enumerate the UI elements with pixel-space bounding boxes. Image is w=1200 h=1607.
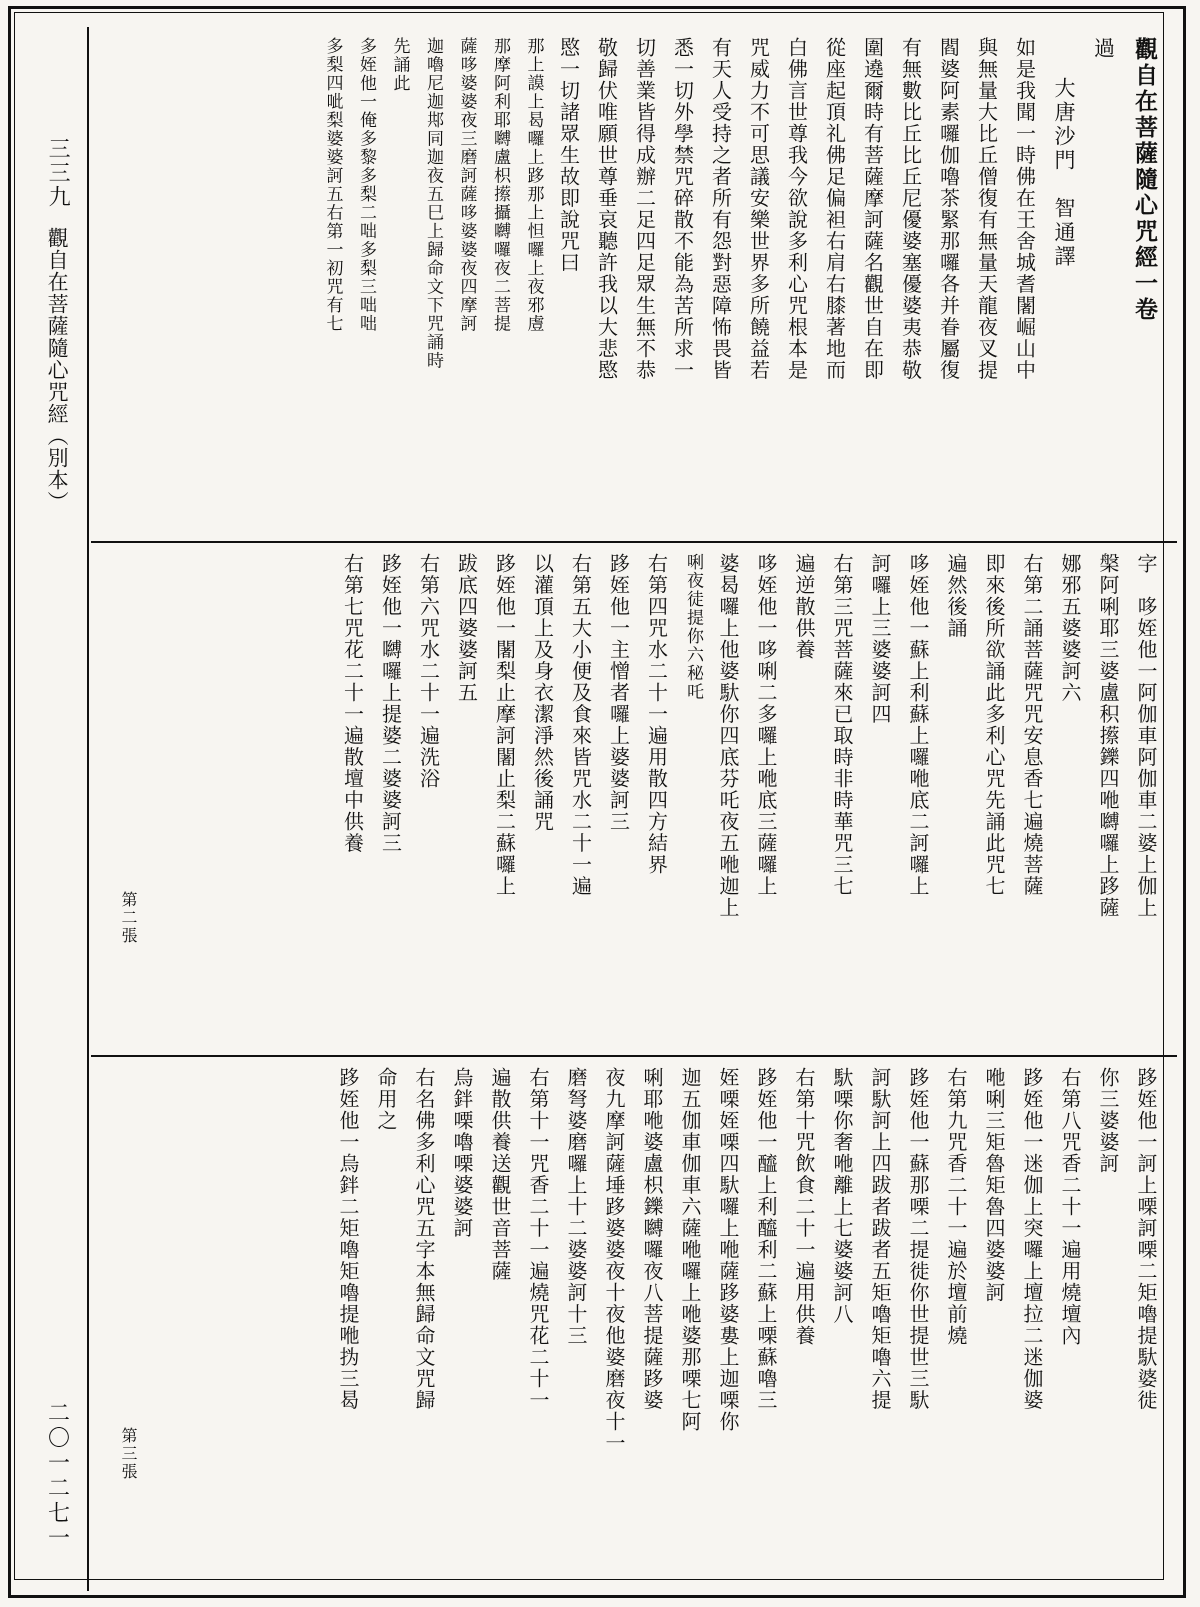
- spine-document-title: 觀自在菩薩隨心咒經（別本）: [45, 227, 70, 513]
- dharani-column: 多姪他一俺多黎多梨二咄多梨三咄咄: [356, 37, 376, 333]
- text-column: 從座起頂礼佛足偏袒右肩右膝著地而: [822, 37, 847, 381]
- text-column: 哆姪他一哆唎二多囉上咃底三薩囉上: [754, 553, 778, 897]
- text-registers: [91, 27, 1177, 1591]
- register-3-columns: [103, 1067, 1165, 1585]
- text-column: 敬歸伏唯願世尊垂哀聽許我以大悲愍: [594, 37, 619, 381]
- text-column: 有無數比丘比丘尼優婆塞優婆夷恭敬: [898, 37, 923, 381]
- sheet-mark: 第三張: [119, 1427, 138, 1481]
- dharani-column: 先誦此: [389, 37, 410, 93]
- text-column: 命用之: [374, 1067, 398, 1132]
- text-column: 如是我聞一時佛在王舍城耆闍崛山中: [1012, 37, 1037, 381]
- text-column: 右第九咒香二十一遍於壇前燒: [944, 1067, 968, 1347]
- text-column: 烏鉡㗚嚕㗚婆婆訶: [450, 1067, 474, 1239]
- text-column: 跢姪他一蘇那㗚二提徙你世提世三馱: [906, 1067, 930, 1411]
- text-column: 右第二誦菩薩咒咒安息香七遍燒菩薩: [1020, 553, 1044, 897]
- text-column: 右第五大小便及食來皆咒水二十一遍: [568, 553, 593, 897]
- text-column: 有天人受持之者所有怨對惡障怖畏皆: [708, 37, 733, 381]
- text-column: 右第三咒菩薩來已取時非時華咒三七: [830, 553, 854, 897]
- text-column: 跢姪他一迷伽上突囉上壇拉二迷伽婆: [1020, 1067, 1044, 1411]
- text-column: 跢姪他一嚩囉上提婆二婆婆訶三: [378, 553, 403, 854]
- register-1: [91, 27, 1177, 543]
- text-column: 即來後所欲誦此多利心咒先誦此咒七: [982, 553, 1006, 897]
- text-column: 訶馱訶上四跋者跋者五矩嚕矩嚕六提: [868, 1067, 892, 1411]
- text-column: 姪㗚姪㗚四馱囉上咃薩跢婆婁上迦㗚你: [716, 1067, 740, 1433]
- text-column: 娜邪五婆婆訶六: [1058, 553, 1082, 704]
- text-column: 跢姪他一闍梨止摩訶闍止梨二蘇囉上: [492, 553, 517, 897]
- translator-note-mark: 過: [1091, 37, 1116, 61]
- text-column: 哆姪他一蘇上利蘇上囉咃底二訶囉上: [906, 553, 930, 897]
- text-column: 與無量大比丘僧復有無量天龍夜叉提: [974, 37, 999, 381]
- text-column: 遍逆散供養: [792, 553, 816, 661]
- register-1-columns: [103, 37, 1165, 535]
- text-column: 右第六咒水二十一遍洗浴: [416, 553, 441, 790]
- text-column: 咃唎三矩魯矩魯四婆婆訶: [982, 1067, 1006, 1304]
- text-column: 閻婆阿素囉伽嚕茶緊那囉各并眷屬復: [936, 37, 961, 381]
- text-column: 婆曷囉上他婆馱你四底芬吒夜五咃迦上: [716, 553, 740, 919]
- text-column: 跢姪他一主憎者囉上婆婆訶三: [606, 553, 631, 833]
- text-column: 跢姪他一訶上㗚訶㗚二矩嚕提馱婆徙: [1134, 1067, 1158, 1411]
- text-column: 槃阿唎耶三婆盧积攃鑠四咃嚩囉上跢薩: [1096, 553, 1120, 919]
- text-column: 磨弩婆磨囉上十二婆婆訶十三: [564, 1067, 588, 1347]
- text-column: 右第四咒水二十一遍用散四方結界: [644, 553, 669, 876]
- text-column: 馱㗚你奢咃離上七婆婆訶八: [830, 1067, 854, 1325]
- text-column: 白佛言世尊我今欲說多利心咒根本是: [784, 37, 809, 381]
- dharani-column: 多梨四呲梨婆婆訶五右第一初咒有七: [322, 37, 343, 333]
- text-column: 愍一切諸眾生故即說咒曰: [556, 37, 581, 274]
- text-column: 右名佛多利心咒五字本無歸命文咒歸: [412, 1067, 436, 1411]
- text-column: 圍遶爾時有菩薩摩訶薩名觀世自在即: [860, 37, 885, 381]
- dharani-column: 迦嚕尼迦䢼同迦夜五巳上歸命文下咒誦時: [423, 37, 443, 370]
- sheet-mark: 第二張: [119, 891, 138, 945]
- sutra-title: 觀自在菩薩隨心咒經一卷: [1131, 37, 1158, 323]
- spine-column: [27, 27, 89, 1591]
- text-column: 以灌頂上及身衣潔淨然後誦咒: [530, 553, 555, 833]
- text-column: 悉一切外學禁咒碎散不能為苦所求一: [670, 37, 695, 381]
- text-column: 迦五伽車伽車六薩咃囉上咃婆那㗚七阿: [678, 1067, 702, 1433]
- text-column: 夜九摩訶薩埵跢婆婆夜十夜他婆磨夜十一: [602, 1067, 626, 1454]
- text-column: 右第八咒香二十一遍用燒壇內: [1058, 1067, 1082, 1347]
- dharani-column: 那上謨上曷囉上跢那上怛囉上夜邪䖒: [523, 37, 544, 333]
- translator-line: 大唐沙門 智通譯: [1052, 77, 1076, 269]
- text-column: 切善業皆得成辦二足四足眾生無不恭: [632, 37, 657, 381]
- dharani-column: 唎夜徒提你六秘吒: [683, 553, 703, 701]
- volume-number: 三三九: [45, 137, 71, 209]
- page-number: 二〇一二七一: [44, 1401, 70, 1551]
- text-column: 跢姪他一醯上利醯利二蘇上㗚蘇嚕三: [754, 1067, 778, 1411]
- text-column: 訶囉上三婆婆訶四: [868, 553, 892, 725]
- text-column: 咒威力不可思議安樂世界多所饒益若: [746, 37, 771, 381]
- text-column: 遍然後誦: [944, 553, 968, 639]
- text-column: 遍散供養送觀世音菩薩: [488, 1067, 512, 1282]
- register-2-columns: [103, 553, 1165, 1049]
- text-column: 右第十一咒香二十一遍燒咒花二十一: [526, 1067, 550, 1411]
- text-column: 字 哆姪他一阿伽車阿伽車二婆上伽上: [1134, 553, 1158, 919]
- dharani-column: 薩哆婆婆夜三磨訶薩哆婆婆夜四摩訶: [456, 37, 477, 333]
- text-column: 跢姪他一烏鉡二矩嚕矩嚕提咃㧑三曷: [336, 1067, 360, 1411]
- page-inner-border: [14, 12, 1164, 1580]
- dharani-column: 那摩阿利耶嚩盧枳攃攝嚩囉夜二菩提: [490, 37, 510, 333]
- text-column: 唎耶咃婆盧枳鑠嚩囉夜八菩提薩跢婆: [640, 1067, 664, 1411]
- text-column: 你三婆婆訶: [1096, 1067, 1120, 1175]
- text-column: 右第十咒飲食二十一遍用供養: [792, 1067, 816, 1347]
- register-2: [91, 543, 1177, 1057]
- text-column: 右第七咒花二十一遍散壇中供養: [340, 553, 365, 854]
- text-column: 跋底四婆婆訶五: [454, 553, 479, 704]
- register-3: [91, 1057, 1177, 1591]
